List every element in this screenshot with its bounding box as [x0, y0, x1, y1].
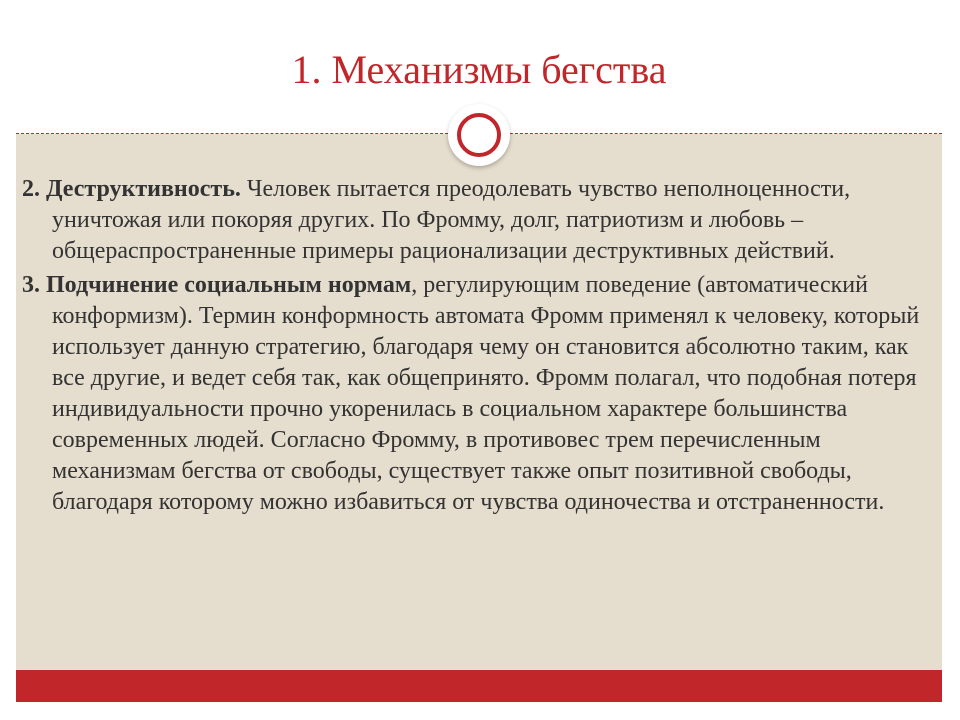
circle-ornament-icon	[448, 104, 510, 166]
item-heading: Деструктивность.	[46, 176, 241, 202]
item-number: 2.	[22, 176, 40, 202]
paragraph-destructiveness	[22, 174, 926, 267]
item-text: , регулирующим поведение (автоматический конформизм). Термин конформность автомата Фромм применял к человеку, который использует данную стратегию, благодаря чему он становится абсолютно таким, как все другие, и ведет себя так, как общепринято. Фромм полагал, что подобная потеря индивидуальности прочно укоренилась в социальном характере большинства современных людей. Согласно Фромму, в противовес трем перечисленным механизмам бегства от свободы, существует также опыт позитивной свободы, благодаря которому можно избавиться от чувства одиночества и отстраненности.	[52, 272, 920, 515]
bottom-bar	[16, 670, 942, 702]
slide-title: 1. Механизмы бегства	[291, 47, 667, 92]
item-heading: Подчинение социальным нормам	[46, 272, 412, 298]
ring-icon	[457, 113, 501, 157]
item-text: Человек пытается преодолевать чувство неполноценности, уничтожая или покоряя других. По Фромму, долг, патриотизм и любовь – общераспространенные примеры рационализации деструктивных действий.	[52, 176, 851, 264]
body-text	[22, 174, 926, 521]
paragraph-conformity	[22, 270, 926, 518]
item-number: 3.	[22, 272, 40, 298]
